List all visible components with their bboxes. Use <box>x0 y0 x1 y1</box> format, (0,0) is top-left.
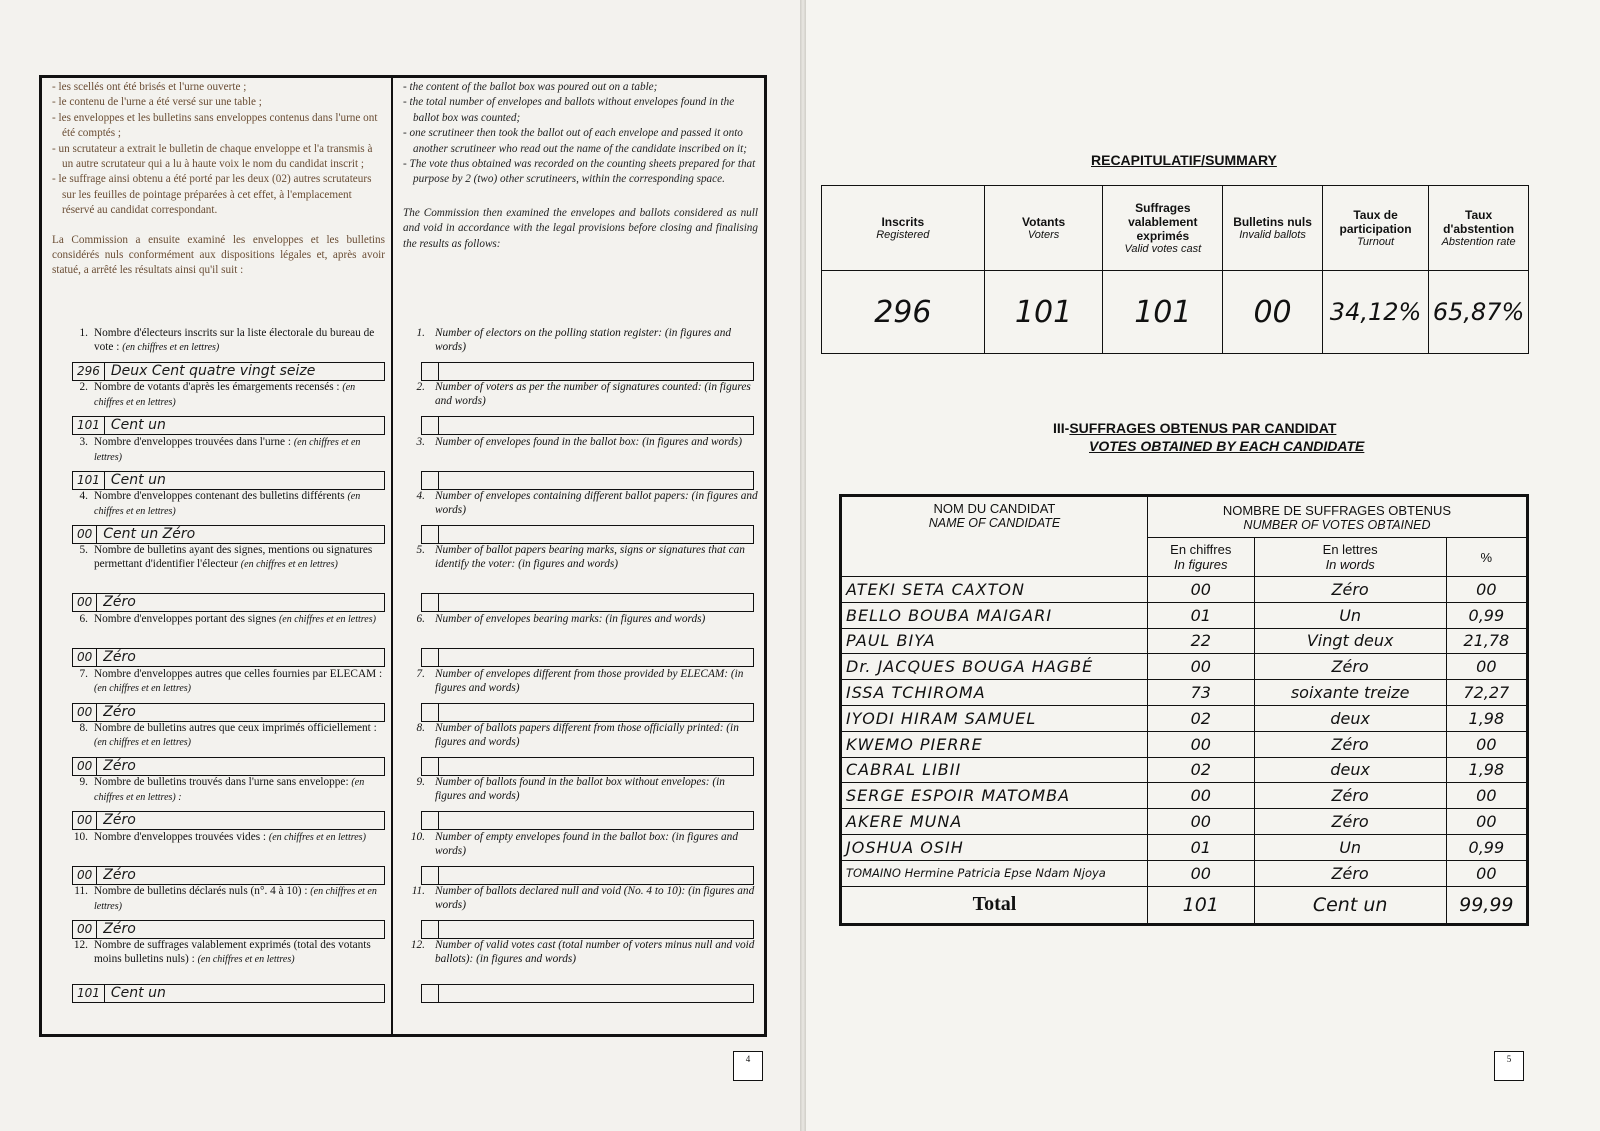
fr-answer-box-8 <box>72 757 385 776</box>
english-paragraph: The Commission then examined the envelopes and ballots considered as null and void in accordance with the legal provisions before closing and finalising the results as follows: <box>403 206 758 250</box>
answer-words: Cent un <box>110 985 166 1001</box>
question-number: 1. <box>79 327 88 339</box>
fr-answer-box-1 <box>72 362 385 381</box>
votes-header: NOMBRE DE SUFFRAGES OBTENUS NUMBER OF VOTES OBTAINED <box>1147 496 1527 538</box>
answer-figures-empty <box>426 704 439 721</box>
candidate-fig: 01 <box>1147 834 1254 860</box>
candidate-row <box>841 783 1528 809</box>
candidate-row <box>841 654 1528 680</box>
question-text: Number of ballots found in the ballot box without envelopes: (in figures and words) <box>435 776 725 802</box>
answer-figures-empty <box>426 363 439 380</box>
summary-header: Inscrits Registered <box>822 186 985 271</box>
summary-value: 34,12% <box>1322 271 1428 354</box>
answer-figures: 00 <box>77 758 97 775</box>
summary-value: 101 <box>1103 271 1223 354</box>
question-hint: (en chiffres et en lettres) <box>94 683 192 694</box>
en-intro-item: - The vote thus obtained was recorded on the counting sheets prepared for that purpose by 2 (two) other scrutineers, within the corresponding space. <box>403 158 756 186</box>
question-text: Number of ballots declared null and void (No. 4 to 10): (in figures and words) <box>435 885 755 911</box>
answer-figures: 296 <box>77 363 105 380</box>
question-hint: (en chiffres et en lettres) <box>197 954 295 965</box>
candidate-row <box>841 577 1528 603</box>
en-answer-box-5 <box>421 593 754 612</box>
en-answer-box-9 <box>421 811 754 830</box>
question-text: Nombre d'enveloppes autres que celles fournies par ELECAM : (en chiffres et en lettres) <box>94 668 383 694</box>
candidate-fig: 00 <box>1147 577 1254 603</box>
question-text: Nombre d'enveloppes portant des signes (en chiffres et en lettres) <box>94 613 376 625</box>
question-text: Nombre de bulletins trouvés dans l'urne sans enveloppe: (en chiffres et en lettres) : <box>94 776 365 803</box>
total-figures: 101 <box>1147 886 1254 924</box>
candidate-name: SERGE ESPOIR MATOMBA <box>841 783 1148 809</box>
answer-figures-empty <box>426 472 439 489</box>
candidate-name: JOSHUA OSIH <box>841 834 1148 860</box>
question-text: Nombre de bulletins déclarés nuls (n°. 4 à 10) : (en chiffres et en lettres) <box>94 885 377 912</box>
total-row <box>841 886 1528 924</box>
question-number: 2. <box>416 381 425 393</box>
candidate-fig: 00 <box>1147 731 1254 757</box>
summary-header: Suffrages valablement exprimés Valid votes cast <box>1103 186 1223 271</box>
section-title-en: VOTES OBTAINED BY EACH CANDIDATE <box>1089 438 1365 454</box>
question-text: Number of envelopes bearing marks: (in figures and words) <box>435 613 706 625</box>
answer-words: Cent un <box>110 472 166 488</box>
fr-answer-box-11 <box>72 920 385 939</box>
summary-value: 00 <box>1223 271 1323 354</box>
answer-figures: 00 <box>77 704 97 721</box>
en-intro-item: - the content of the ballot box was poured out on a table; <box>403 81 658 93</box>
question-text: Nombre d'électeurs inscrits sur la liste électorale du bureau de vote : (en chiffres et en lettres) <box>94 327 375 353</box>
question-hint: (en chiffres et en lettres) <box>278 614 376 625</box>
en-answer-box-7 <box>421 703 754 722</box>
question-number: 2. <box>79 381 88 393</box>
candidate-fig: 02 <box>1147 705 1254 731</box>
candidate-words: soixante treize <box>1254 680 1446 706</box>
en-answer-box-8 <box>421 757 754 776</box>
answer-figures: 00 <box>77 594 97 611</box>
page-number-left: 4 <box>733 1051 763 1081</box>
question-hint: (en chiffres et en lettres) <box>94 886 377 912</box>
en-answer-box-1 <box>421 362 754 381</box>
candidate-fig: 00 <box>1147 809 1254 835</box>
question-text: Number of ballots papers different from those officially printed: (in figures and words) <box>435 722 739 748</box>
candidate-words: Un <box>1254 834 1446 860</box>
candidate-fig: 22 <box>1147 628 1254 654</box>
en-answer-box-11 <box>421 920 754 939</box>
page-number-right: 5 <box>1494 1051 1524 1081</box>
question-number: 1. <box>416 327 425 339</box>
fr-answer-box-6 <box>72 648 385 667</box>
answer-figures-empty <box>426 812 439 829</box>
question-text: Nombre d'enveloppes trouvées dans l'urne : (en chiffres et en lettres) <box>94 436 361 463</box>
french-column <box>42 78 393 1034</box>
candidate-row <box>841 809 1528 835</box>
fr-answer-box-7 <box>72 703 385 722</box>
fr-answer-box-4 <box>72 525 385 544</box>
question-hint: (en chiffres et en lettres) : <box>94 777 365 803</box>
answer-figures-empty <box>426 417 439 434</box>
fr-intro-item: - les enveloppes et les bulletins sans enveloppes contenus dans l'urne ont été comptés ; <box>52 111 378 140</box>
candidate-words: deux <box>1254 705 1446 731</box>
question-number: 4. <box>79 490 88 502</box>
question-number: 3. <box>416 436 425 448</box>
question-number: 8. <box>416 722 425 734</box>
answer-figures: 00 <box>77 812 97 829</box>
candidate-pct: 00 <box>1446 654 1527 680</box>
answer-figures: 00 <box>77 921 97 938</box>
question-number: 3. <box>79 436 88 448</box>
summary-header: Votants Voters <box>984 186 1103 271</box>
question-text: Number of ballot papers bearing marks, signs or signatures that can identify the voter: (in figures and words) <box>435 544 745 570</box>
answer-words: Zéro <box>103 921 136 937</box>
candidate-pct: 00 <box>1446 577 1527 603</box>
fr-answer-box-10 <box>72 866 385 885</box>
candidate-row <box>841 628 1528 654</box>
question-hint: (en chiffres et en lettres) <box>94 437 361 463</box>
candidate-row <box>841 705 1528 731</box>
en-answer-box-3 <box>421 471 754 490</box>
en-answer-box-10 <box>421 866 754 885</box>
question-number: 10. <box>410 831 425 843</box>
answer-figures: 00 <box>77 867 97 884</box>
question-number: 11. <box>411 885 425 897</box>
candidate-words: Zéro <box>1254 577 1446 603</box>
fr-answer-box-12 <box>72 984 385 1003</box>
en-answer-box-2 <box>421 416 754 435</box>
figures-header: En chiffres In figures <box>1147 538 1254 577</box>
question-text: Nombre d'enveloppes contenant des bulletins différents (en chiffres et en lettres) <box>94 490 361 517</box>
candidate-words: deux <box>1254 757 1446 783</box>
candidate-name: Dr. JACQUES BOUGA HAGBÉ <box>841 654 1148 680</box>
candidate-fig: 02 <box>1147 757 1254 783</box>
candidate-words: Zéro <box>1254 783 1446 809</box>
candidate-row <box>841 731 1528 757</box>
fr-answer-box-5 <box>72 593 385 612</box>
summary-header: Taux de participation Turnout <box>1322 186 1428 271</box>
section-title-fr: III-SUFFRAGES OBTENUS PAR CANDIDAT <box>1053 420 1337 436</box>
candidate-fig: 73 <box>1147 680 1254 706</box>
name-header: NOM DU CANDIDAT NAME OF CANDIDATE <box>841 496 1148 577</box>
summary-title: RECAPITULATIF/SUMMARY <box>1091 152 1277 168</box>
answer-words: Zéro <box>103 758 136 774</box>
answer-figures: 00 <box>77 649 97 666</box>
candidate-words: Zéro <box>1254 654 1446 680</box>
answer-words: Zéro <box>103 649 136 665</box>
fr-answer-box-9 <box>72 811 385 830</box>
candidate-name: KWEMO PIERRE <box>841 731 1148 757</box>
candidate-fig: 00 <box>1147 860 1254 886</box>
summary-value: 101 <box>984 271 1103 354</box>
fr-intro-item: - les scellés ont été brisés et l'urne ouverte ; <box>52 81 247 93</box>
summary-header: Taux d'abstention Abstention rate <box>1429 186 1529 271</box>
candidate-name: CABRAL LIBII <box>841 757 1148 783</box>
question-number: 7. <box>79 668 88 680</box>
question-number: 7. <box>416 668 425 680</box>
answer-words: Deux Cent quatre vingt seize <box>110 363 316 379</box>
candidate-pct: 0,99 <box>1446 834 1527 860</box>
candidate-row <box>841 680 1528 706</box>
question-number: 11. <box>74 885 88 897</box>
candidate-pct: 00 <box>1446 783 1527 809</box>
summary-header: Bulletins nuls Invalid ballots <box>1223 186 1323 271</box>
total-words: Cent un <box>1254 886 1446 924</box>
total-percent: 99,99 <box>1446 886 1527 924</box>
en-intro-item: - one scrutineer then took the ballot out of each envelope and passed it onto another scrutineer who read out the name of the candidate inscribed on it; <box>403 127 747 155</box>
question-number: 4. <box>416 490 425 502</box>
candidate-words: Un <box>1254 602 1446 628</box>
answer-figures-empty <box>426 921 439 938</box>
answer-words: Zéro <box>103 812 136 828</box>
answer-words: Zéro <box>103 867 136 883</box>
english-column <box>393 78 764 1034</box>
question-number: 5. <box>416 544 425 556</box>
question-text: Number of electors on the polling station register: (in figures and words) <box>435 327 731 353</box>
question-text: Nombre de suffrages valablement exprimés (total des votants moins bulletins nuls) : (en chiffres et en lettres) <box>94 939 371 965</box>
question-number: 9. <box>79 776 88 788</box>
candidate-name: ATEKI SETA CAXTON <box>841 577 1148 603</box>
candidate-pct: 00 <box>1446 809 1527 835</box>
candidate-pct: 1,98 <box>1446 705 1527 731</box>
question-number: 10. <box>73 831 88 843</box>
answer-words: Zéro <box>103 594 136 610</box>
candidate-row <box>841 834 1528 860</box>
candidate-row <box>841 860 1528 886</box>
candidate-words: Zéro <box>1254 860 1446 886</box>
candidate-words: Zéro <box>1254 731 1446 757</box>
en-intro-item: - the total number of envelopes and ballots without envelopes found in the ballot box was counted; <box>403 96 735 124</box>
right-page <box>806 0 1600 1131</box>
question-number: 12. <box>410 939 425 951</box>
answer-figures: 101 <box>77 472 105 489</box>
percent-header: % <box>1446 538 1527 577</box>
question-text: Number of envelopes found in the ballot box: (in figures and words) <box>435 436 742 448</box>
answer-figures: 101 <box>77 417 105 434</box>
fr-answer-box-3 <box>72 471 385 490</box>
answer-words: Cent un <box>110 417 166 433</box>
question-hint: (en chiffres et en lettres) <box>94 737 192 748</box>
total-label: Total <box>841 886 1148 924</box>
question-text: Nombre d'enveloppes trouvées vides : (en chiffres et en lettres) <box>94 831 366 843</box>
answer-figures-empty <box>426 594 439 611</box>
candidate-row <box>841 757 1528 783</box>
words-header: En lettres In words <box>1254 538 1446 577</box>
candidate-name: PAUL BIYA <box>841 628 1148 654</box>
question-hint: (en chiffres et en lettres) <box>122 342 220 353</box>
question-text: Nombre de votants d'après les émargements recensés : (en chiffres et en lettres) <box>94 381 356 408</box>
summary-value: 296 <box>822 271 985 354</box>
en-answer-box-6 <box>421 648 754 667</box>
question-hint: (en chiffres et en lettres) <box>268 832 366 843</box>
fr-intro-item: - le contenu de l'urne a été versé sur une table ; <box>52 96 262 109</box>
question-number: 6. <box>416 613 425 625</box>
answer-words: Zéro <box>103 704 136 720</box>
candidate-fig: 01 <box>1147 602 1254 628</box>
summary-table <box>821 185 1529 354</box>
fr-intro-item: - le suffrage ainsi obtenu a été porté par les deux (02) autres scrutateurs sur les feuilles de pointage préparées à cet effet, à l'emplacement réservé au candidat correspondant. <box>52 173 372 217</box>
candidate-pct: 72,27 <box>1446 680 1527 706</box>
candidate-fig: 00 <box>1147 783 1254 809</box>
question-number: 8. <box>79 722 88 734</box>
french-paragraph: La Commission a ensuite examiné les enveloppes et les bulletins considérés nuls conformément aux dispositions légales et, après avoir statué, a arrêté les résultats ainsi qu'il suit : <box>52 233 385 277</box>
candidate-name: BELLO BOUBA MAIGARI <box>841 602 1148 628</box>
answer-figures-empty <box>426 526 439 543</box>
question-number: 6. <box>79 613 88 625</box>
en-answer-box-12 <box>421 984 754 1003</box>
candidate-words: Vingt deux <box>1254 628 1446 654</box>
question-hint: (en chiffres et en lettres) <box>94 382 356 408</box>
summary-value: 65,87% <box>1429 271 1529 354</box>
candidate-pct: 00 <box>1446 731 1527 757</box>
candidate-pct: 1,98 <box>1446 757 1527 783</box>
question-number: 5. <box>79 544 88 556</box>
question-text: Number of envelopes containing different ballot papers: (in figures and words) <box>435 490 758 516</box>
candidate-words: Zéro <box>1254 809 1446 835</box>
candidate-name: ISSA TCHIROMA <box>841 680 1148 706</box>
answer-figures-empty <box>426 867 439 884</box>
french-intro <box>42 78 391 279</box>
question-text: Number of valid votes cast (total number of voters minus null and void ballots): (in figures and words) <box>435 939 755 965</box>
answer-figures: 101 <box>77 985 105 1002</box>
question-hint: (en chiffres et en lettres) <box>240 559 338 570</box>
answer-words: Cent un Zéro <box>103 526 196 542</box>
candidates-table <box>839 494 1529 926</box>
candidate-row <box>841 602 1528 628</box>
question-number: 12. <box>73 939 88 951</box>
candidate-name: TOMAINO Hermine Patricia Epse Ndam Njoya <box>841 860 1148 886</box>
candidate-name: AKERE MUNA <box>841 809 1148 835</box>
en-answer-box-4 <box>421 525 754 544</box>
candidate-name: IYODI HIRAM SAMUEL <box>841 705 1148 731</box>
english-intro <box>393 78 764 252</box>
question-text: Nombre de bulletins ayant des signes, mentions ou signatures permettant d'identifier l'électeur (en chiffres et en lettres) <box>94 544 373 570</box>
question-text: Nombre de bulletins autres que ceux imprimés officiellement : (en chiffres et en lettres) <box>94 722 377 748</box>
question-text: Number of voters as per the number of signatures counted: (in figures and words) <box>435 381 751 407</box>
question-text: Number of envelopes different from those provided by ELECAM: (in figures and words) <box>435 668 744 694</box>
answer-figures-empty <box>426 985 439 1002</box>
answer-figures-empty <box>426 758 439 775</box>
question-number: 9. <box>416 776 425 788</box>
candidate-fig: 00 <box>1147 654 1254 680</box>
fr-answer-box-2 <box>72 416 385 435</box>
candidate-pct: 0,99 <box>1446 602 1527 628</box>
answer-figures: 00 <box>77 526 97 543</box>
answer-figures-empty <box>426 649 439 666</box>
candidate-pct: 21,78 <box>1446 628 1527 654</box>
form-frame <box>39 75 767 1037</box>
candidate-pct: 00 <box>1446 860 1527 886</box>
fr-intro-item: - un scrutateur a extrait le bulletin de chaque enveloppe et l'a transmis à un autre scrutateur qui a lu à haute voix le nom du candidat inscrit ; <box>52 142 373 171</box>
question-hint: (en chiffres et en lettres) <box>94 491 361 517</box>
question-text: Number of empty envelopes found in the ballot box: (in figures and words) <box>435 831 738 857</box>
